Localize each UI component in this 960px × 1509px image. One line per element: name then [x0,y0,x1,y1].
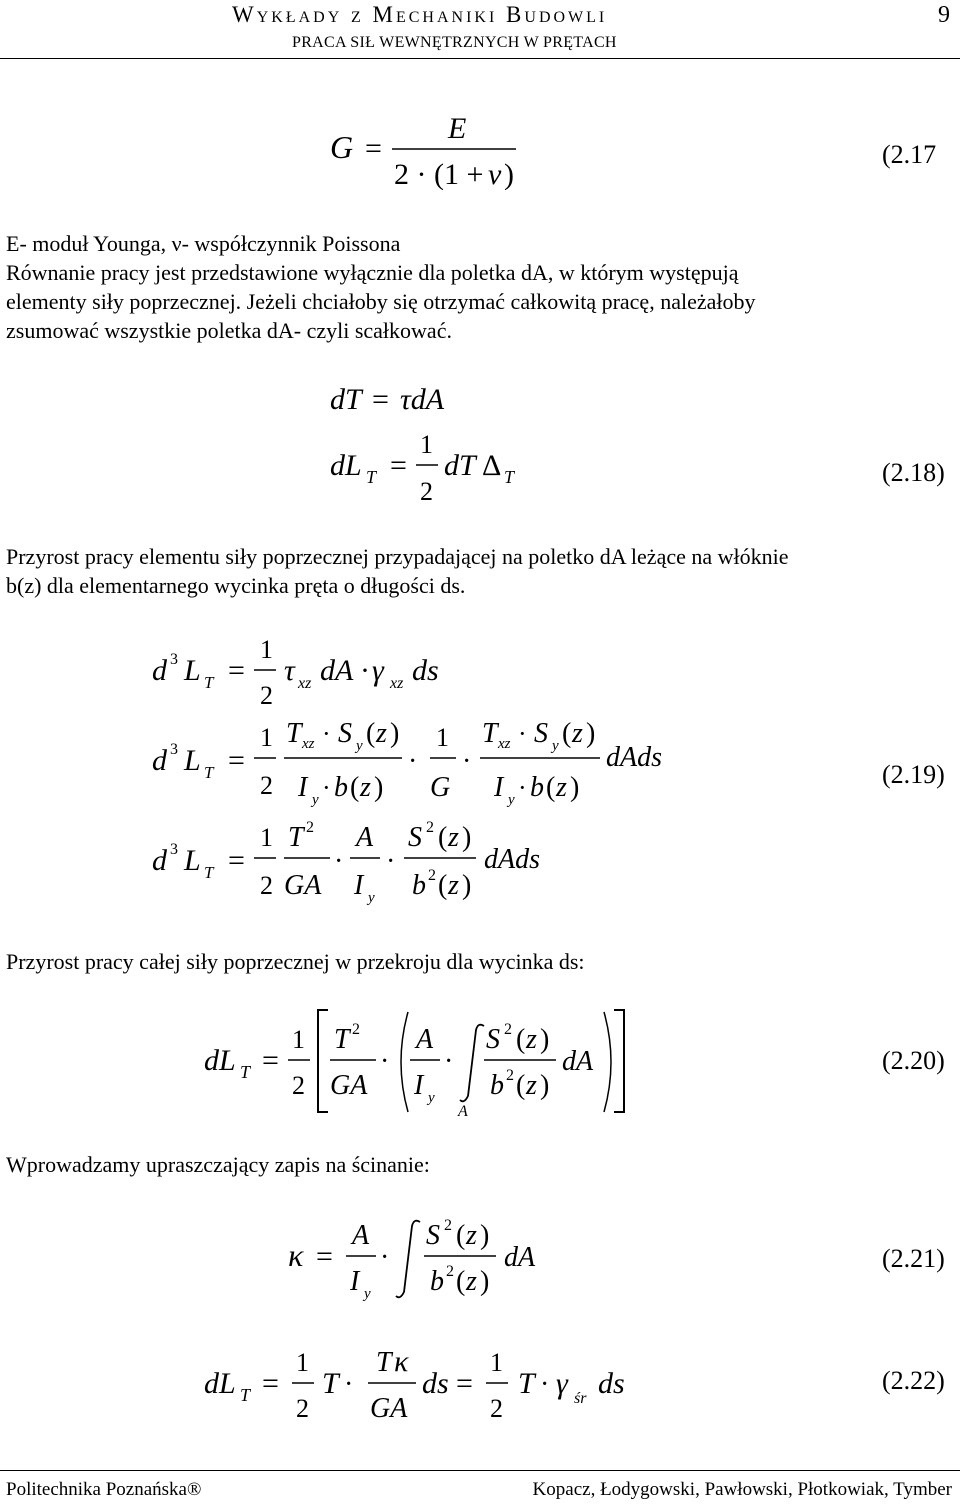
svg-text:=: = [228,744,245,777]
svg-text:·: · [322,773,331,802]
svg-text:2: 2 [444,1217,452,1234]
equation-2-17 [320,110,520,190]
svg-text:): ) [540,1024,550,1055]
svg-text:dL: dL [204,1044,236,1077]
svg-text:T: T [322,1367,339,1400]
svg-text:·: · [344,1369,354,1400]
svg-text:=: = [390,449,407,482]
svg-text:dA: dA [320,654,354,687]
svg-text:z: z [448,822,459,853]
svg-text:2: 2 [428,867,436,884]
svg-text:E: E [448,112,467,145]
svg-text:z: z [466,1266,477,1297]
svg-text:śr: śr [574,1390,587,1407]
svg-text:2: 2 [306,819,314,836]
svg-text:ds: ds [422,1367,449,1400]
svg-text:(: ( [456,1220,466,1251]
svg-text:1: 1 [292,1025,305,1054]
svg-text:A: A [458,1103,468,1120]
svg-text:): ) [390,718,400,749]
svg-text:z: z [448,870,459,901]
svg-text:2: 2 [446,1263,454,1280]
svg-text:A: A [356,822,374,853]
svg-text:T: T [204,763,214,782]
svg-text:d: d [152,844,167,877]
svg-text:b: b [490,1070,504,1101]
footer-rule [0,1470,960,1471]
svg-text:): ) [586,718,596,749]
svg-text:·: · [408,746,418,777]
svg-text:): ) [504,158,514,190]
svg-text:2: 2 [352,1021,360,1038]
svg-text:T: T [204,863,214,882]
svg-text:T: T [240,1385,251,1405]
equation-number-2-17: (2.17 [882,140,937,169]
svg-text:S: S [338,718,352,749]
svg-text:T: T [240,1062,251,1082]
paragraph-increment-element [6,542,956,600]
svg-text:d: d [152,654,167,687]
svg-text:(: ( [546,772,556,803]
equation-number-2-21: (2.21) [882,1244,945,1273]
equation-2-21 [280,1210,560,1310]
svg-text:GA: GA [370,1393,408,1424]
svg-text:=: = [262,1367,279,1400]
svg-text:S: S [486,1024,500,1055]
svg-text:T: T [288,822,304,853]
svg-text:2: 2 [260,871,273,900]
svg-text:dA: dA [504,1242,536,1273]
svg-text:z: z [572,718,583,749]
svg-text:dA: dA [562,1046,594,1077]
svg-text:τ: τ [284,654,295,687]
text-line: Przyrost pracy elementu siły poprzecznej przypadającej na poletko dA leżące na włóknie [6,544,789,569]
svg-text:z: z [376,718,387,749]
svg-text:I: I [350,1266,360,1297]
svg-text:L: L [184,654,201,687]
svg-text:): ) [462,822,472,853]
svg-text:z: z [360,772,371,803]
svg-text:T: T [504,467,515,487]
svg-text:b: b [412,870,426,901]
svg-text:L: L [184,844,201,877]
footer-institution: Politechnika Poznańska® [6,1479,202,1500]
text-line: Wprowadzamy upraszczający zapis na ścinanie: [6,1152,430,1177]
svg-text:y: y [364,1286,371,1302]
svg-text:1: 1 [436,723,449,752]
svg-text:xz: xz [302,736,315,752]
svg-text:γ: γ [372,654,384,687]
svg-text:=: = [365,132,382,165]
svg-text:dT: dT [330,383,362,416]
svg-text:y: y [368,890,375,906]
svg-text:1: 1 [260,635,273,664]
svg-text:(: ( [438,822,448,853]
paragraph-material-constants [6,229,956,345]
svg-text:κ: κ [288,1237,304,1273]
equation-2-22 [200,1335,640,1445]
svg-text:2: 2 [426,819,434,836]
svg-text:T: T [286,718,302,749]
equation-number-2-19: (2.19) [882,760,945,789]
svg-text:1: 1 [490,1348,503,1377]
svg-text:τdA: τdA [400,383,445,416]
svg-text:y: y [508,792,515,808]
svg-text:2: 2 [490,1394,503,1423]
svg-text:): ) [374,772,384,803]
svg-text:): ) [462,870,472,901]
svg-text:=: = [228,844,245,877]
equation-2-18 [320,375,540,515]
svg-text:T: T [482,718,498,749]
svg-text:dAds: dAds [484,844,540,875]
equation-number-2-20: (2.20) [882,1046,945,1075]
svg-text:I: I [494,772,504,803]
svg-text:1: 1 [420,430,433,459]
equation-2-19 [140,628,740,918]
svg-text:2: 2 [260,771,273,800]
svg-text:2: 2 [292,1071,305,1100]
svg-text:=: = [456,1367,473,1400]
svg-text:(: ( [562,718,572,749]
svg-text:·: · [322,719,331,748]
header-rule [0,58,960,59]
svg-text:·: · [360,654,370,687]
svg-text:T: T [204,673,214,692]
svg-text:GA: GA [284,870,322,901]
svg-text:(: ( [516,1070,526,1101]
svg-text:T: T [334,1024,350,1055]
svg-text:(: ( [366,718,376,749]
svg-text:z: z [466,1220,477,1251]
svg-text:T: T [518,1367,535,1400]
svg-text:2 · (1 +: 2 · (1 + [394,158,484,190]
svg-text:): ) [480,1266,490,1297]
svg-text:·: · [518,773,527,802]
text-line: E- moduł Younga, ν- współczynnik Poissona [6,231,401,256]
svg-text:I: I [354,870,364,901]
svg-text:I: I [298,772,308,803]
svg-text:ν: ν [488,158,502,190]
svg-text:·: · [462,746,472,777]
text-line: elementy siły poprzecznej. Jeżeli chciałoby się otrzymać całkowitą pracę, należałoby [6,289,756,314]
svg-text:I: I [414,1070,424,1101]
svg-text:S: S [534,718,548,749]
svg-text:y: y [312,792,319,808]
svg-text:dT: dT [444,449,476,482]
svg-text:·: · [386,846,396,877]
svg-text:·: · [540,1369,550,1400]
page-number: 9 [938,2,950,28]
svg-text:b: b [530,772,544,803]
svg-text:): ) [570,772,580,803]
svg-text:A: A [352,1220,370,1251]
svg-text:3: 3 [170,741,178,758]
svg-text:b: b [430,1266,444,1297]
svg-text:(: ( [438,870,448,901]
svg-text:Δ: Δ [482,449,502,482]
svg-text:dAds: dAds [606,742,662,773]
svg-text:xz: xz [390,675,404,692]
svg-text:2: 2 [506,1067,514,1084]
svg-text:G: G [330,129,354,165]
svg-text:γ: γ [556,1367,568,1400]
text-line: b(z) dla elementarnego wycinka pręta o długości ds. [6,573,466,598]
svg-text:dL: dL [204,1367,236,1400]
svg-text:b: b [334,772,348,803]
svg-text:1: 1 [260,823,273,852]
svg-text:G: G [430,772,451,803]
svg-text:1: 1 [296,1348,309,1377]
svg-text:z: z [526,1024,537,1055]
svg-text:ds: ds [412,654,439,687]
svg-text:(: ( [456,1266,466,1297]
running-header-title: Wykłady z Mechaniki Budowli [232,2,608,27]
svg-text:2: 2 [420,477,433,506]
svg-text:=: = [228,654,245,687]
svg-text:(: ( [516,1024,526,1055]
svg-text:xz: xz [498,736,511,752]
svg-text:2: 2 [296,1394,309,1423]
svg-text:d: d [152,744,167,777]
equation-number-2-22: (2.22) [882,1366,945,1395]
svg-text:=: = [316,1240,333,1273]
equation-2-20 [200,1000,640,1120]
svg-text:z: z [556,772,567,803]
svg-text:T: T [366,467,377,487]
paragraph-whole-force [6,947,956,976]
svg-text:=: = [372,383,389,416]
footer-authors: Kopacz, Łodygowski, Pawłowski, Płotkowiak, Tymber [532,1479,952,1500]
svg-text:·: · [518,719,527,748]
paragraph-shear-notation [6,1150,956,1179]
svg-text:κ: κ [394,1345,409,1378]
svg-text:dL: dL [330,449,362,482]
svg-text:T: T [376,1347,392,1378]
svg-text:·: · [334,846,344,877]
equation-number-2-18: (2.18) [882,458,945,487]
svg-text:y: y [428,1090,435,1106]
svg-text:·: · [444,1046,454,1077]
text-line: zsumować wszystkie poletka dA- czyli scałkować. [6,318,452,343]
svg-text:S: S [408,822,422,853]
running-header-subtitle: PRACA SIŁ WEWNĘTRZNYCH W PRĘTACH [292,34,617,51]
svg-text:): ) [540,1070,550,1101]
svg-text:GA: GA [330,1070,368,1101]
svg-text:A: A [416,1024,434,1055]
svg-text:1: 1 [260,723,273,752]
text-line: Równanie pracy jest przedstawione wyłącznie dla poletka dA, w którym występują [6,260,739,285]
svg-text:3: 3 [170,651,178,668]
svg-text:L: L [184,744,201,777]
svg-text:xz: xz [298,675,312,692]
svg-text:=: = [262,1044,279,1077]
svg-text:2: 2 [504,1021,512,1038]
svg-text:3: 3 [170,841,178,858]
svg-text:S: S [426,1220,440,1251]
svg-text:·: · [380,1242,390,1273]
svg-text:): ) [480,1220,490,1251]
svg-text:2: 2 [260,681,273,710]
svg-text:(: ( [350,772,360,803]
svg-text:y: y [552,738,559,754]
svg-text:z: z [526,1070,537,1101]
svg-text:·: · [380,1046,390,1077]
text-line: Przyrost pracy całej siły poprzecznej w przekroju dla wycinka ds: [6,949,585,974]
svg-text:y: y [356,738,363,754]
svg-text:ds: ds [598,1367,625,1400]
